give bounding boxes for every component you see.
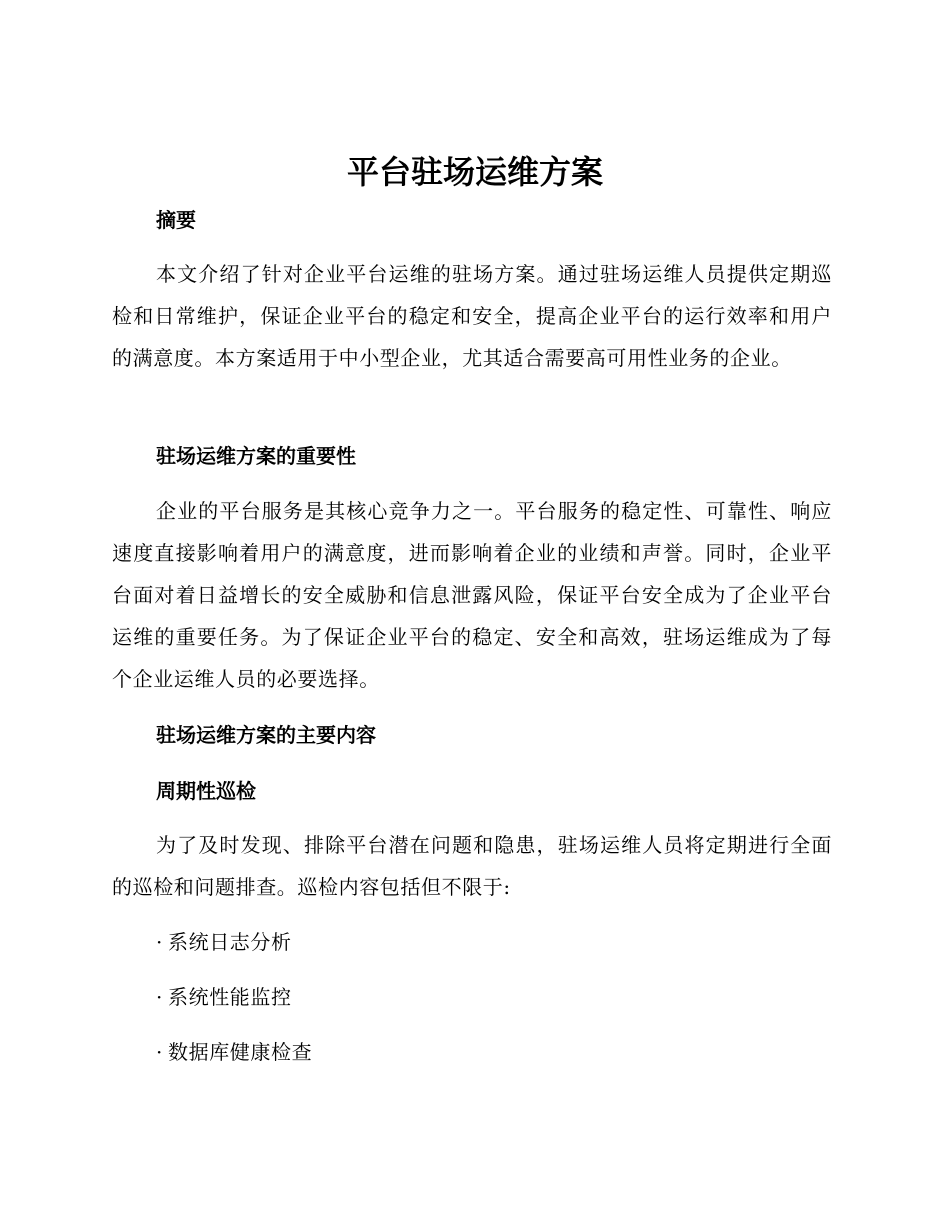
list-item: [156, 928, 292, 956]
list-item-text: 系统性能监控: [168, 985, 292, 1009]
bullet-marker: ·: [156, 1040, 163, 1064]
list-item: [156, 983, 292, 1011]
list-item-text: 数据库健康检查: [168, 1040, 313, 1064]
section-heading-main-content: 驻场运维方案的主要内容: [156, 723, 376, 747]
list-item-text: 系统日志分析: [168, 930, 292, 954]
section-heading-periodic-inspection: 周期性巡检: [156, 779, 256, 803]
section-heading-importance: 驻场运维方案的重要性: [156, 444, 356, 468]
bullet-marker: ·: [156, 985, 163, 1009]
section-heading-abstract: 摘要: [156, 208, 196, 232]
paragraph-inspection: 为了及时发现、排除平台潜在问题和隐患，驻场运维人员将定期进行全面的巡检和问题排查。巡检内容包括但不限于:: [112, 833, 832, 899]
paragraph-abstract: 本文介绍了针对企业平台运维的驻场方案。通过驻场运维人员提供定期巡检和日常维护，保证企业平台的稳定和安全，提高企业平台的运行效率和用户的满意度。本方案适用于中小型企业，尤其适合需要高可用性业务的企业。: [112, 262, 832, 370]
paragraph-importance: 企业的平台服务是其核心竞争力之一。平台服务的稳定性、可靠性、响应速度直接影响着用户的满意度，进而影响着企业的业绩和声誉。同时，企业平台面对着日益增长的安全威胁和信息泄露风险，保证平台安全成为了企业平台运维的重要任务。为了保证企业平台的稳定、安全和高效，驻场运维成为了每个企业运维人员的必要选择。: [112, 499, 832, 691]
document-title: 平台驻场运维方案: [346, 153, 603, 191]
bullet-marker: ·: [156, 930, 163, 954]
list-item: [156, 1038, 312, 1066]
